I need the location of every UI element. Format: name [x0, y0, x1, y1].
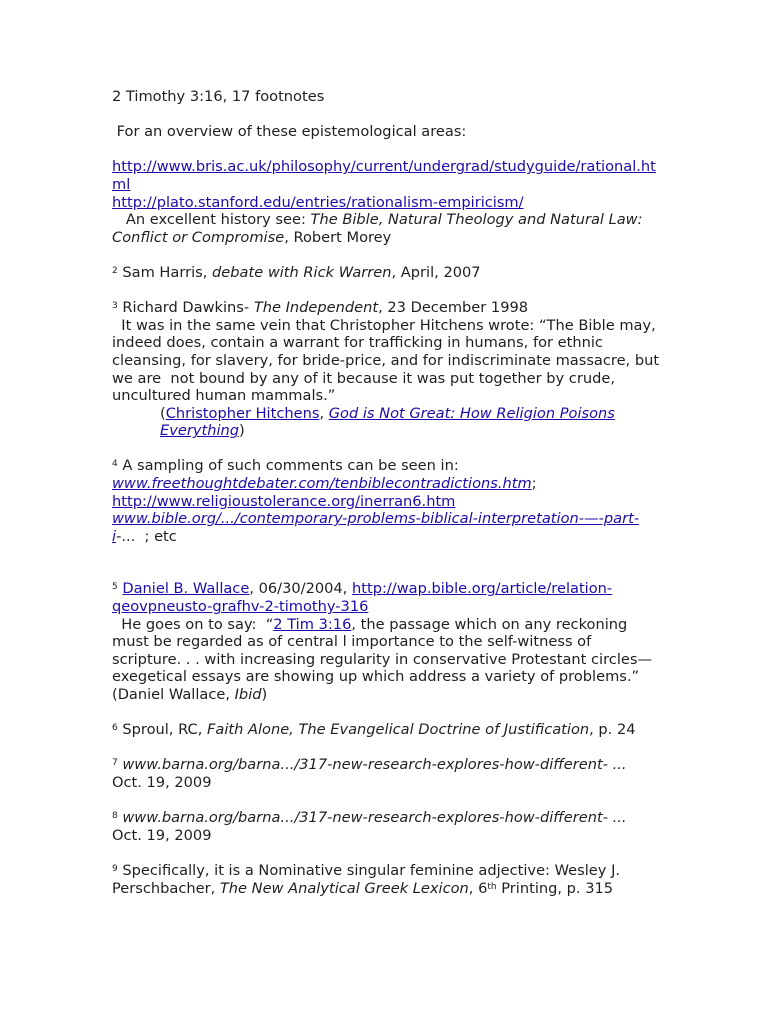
footnote-8: [112, 809, 662, 844]
fn3-open-paren: (: [160, 404, 166, 422]
fn5-date: , 06/30/2004,: [249, 580, 352, 598]
fn1-text-b: , Robert Morey: [284, 228, 392, 246]
fn7-italic: www.barna.org/barna.../317-new-research-explores-how-different- ...: [117, 756, 627, 774]
wallace-author-link[interactable]: Daniel B. Wallace: [122, 580, 250, 598]
fn2-text-b: , April, 2007: [391, 263, 481, 281]
fn2-italic: debate with Rick Warren: [212, 263, 392, 281]
fn1-book-title: The Bible, Natural Theology and Natural Law: Conflict or Compromise: [112, 211, 643, 246]
fn9-number: 9: [112, 863, 118, 874]
fn3-quote: It was in the same vein that Christopher Hitchens wrote: “The Bible may, indeed does, contain a warrant for trafficking in humans, for ethnic cleansing, for slavery, for bride-price, and for indiscriminate massacre, but we are not bound by any of it because it was put together by crude, uncultured human mammals.”: [112, 316, 664, 405]
fn2-text-a: Sam Harris,: [117, 263, 213, 281]
fn4-link1-text: www.freethoughtdebater.com/tenbiblecontradictions.htm: [112, 475, 532, 493]
fn8-date: Oct. 19, 2009: [112, 826, 212, 844]
fn9-ordinal-suffix: th: [487, 881, 497, 892]
footnote-4: [112, 457, 662, 545]
footnote-1: [112, 158, 662, 246]
page-title: 2 Timothy 3:16, 17 footnotes: [112, 88, 325, 105]
hitchens-author-link[interactable]: Christopher Hitchens: [165, 404, 320, 422]
fn7-date: Oct. 19, 2009: [112, 773, 212, 791]
fn1-text-a: An excellent history see:: [112, 211, 311, 229]
freethoughtdebater-link[interactable]: [112, 475, 532, 492]
fn5-text-c: ): [261, 686, 268, 703]
footnote-2: [112, 264, 662, 282]
fn6-number: 6: [112, 723, 118, 734]
fn8-number: 8: [112, 811, 118, 822]
fn7-number: 7: [112, 758, 118, 769]
bristol-studyguide-link[interactable]: http://www.bris.ac.uk/philosophy/current/undergrad/studyguide/rational.html: [112, 158, 656, 193]
fn9-text-a: Specifically, it is a Nominative singular feminine adjective: Wesley J. Perschbacher,: [112, 861, 621, 897]
fn3-text-b: , 23 December 1998: [378, 299, 529, 317]
bible-org-link[interactable]: [112, 510, 639, 545]
document-page: [112, 88, 662, 897]
fn6-text-a: Sproul, RC,: [117, 721, 207, 739]
fn9-italic: The New Analytical Greek Lexicon: [219, 879, 469, 897]
fn5-text-a: He goes on to say: “: [112, 615, 274, 633]
footnote-9: [112, 862, 662, 897]
2-tim-ref-link[interactable]: 2 Tim 3:16: [273, 615, 352, 633]
fn3-book-title: God is Not Great: How Religion Poisons Everything: [160, 404, 615, 440]
religioustolerance-link[interactable]: http://www.religioustolerance.org/inerran6.htm: [112, 492, 456, 510]
wap-bible-link[interactable]: http://wap.bible.org/article/relation-qeovpneusto-grafhv-2-timothy-316: [112, 580, 613, 616]
intro-line: For an overview of these epistemological areas:: [112, 123, 467, 141]
footnote-7: [112, 756, 662, 791]
fn3-text-a: Richard Dawkins-: [117, 299, 254, 317]
fn4-text: A sampling of such comments can be seen in:: [117, 457, 459, 475]
fn6-italic: Faith Alone, The Evangelical Doctrine of Justification: [206, 721, 590, 739]
footnote-3: [112, 299, 662, 440]
stanford-plato-link[interactable]: http://plato.stanford.edu/entries/rationalism-empiricism/: [112, 193, 524, 211]
fn3-close-paren: ): [239, 422, 245, 440]
fn3-comma: ,: [319, 404, 329, 422]
fn3-number: 3: [112, 301, 118, 312]
fn4-semicolon: ;: [531, 475, 537, 493]
fn3-italic: The Independent: [253, 299, 379, 317]
footnote-5: [112, 580, 662, 703]
fn9-text-b: , 6: [468, 879, 488, 897]
fn5-text-b: , the passage which on any reckoning must be regarded as of central l importance to the self-witness of scripture. . . with increasing regularity in conservative Protestant circles—exegetical essays are showing up which address a variety of problems.” (Daniel Wallace,: [112, 615, 653, 703]
fn2-number: 2: [112, 265, 118, 276]
fn5-number: 5: [112, 582, 118, 593]
fn6-text-b: , p. 24: [589, 721, 636, 739]
fn5-ibid: Ibid: [234, 686, 262, 703]
fn4-number: 4: [112, 459, 118, 470]
fn4-tail: -... ; etc: [116, 527, 177, 545]
footnote-6: [112, 721, 662, 739]
fn8-italic: www.barna.org/barna.../317-new-research-explores-how-different- ...: [117, 809, 627, 827]
fn9-text-c: Printing, p. 315: [496, 879, 614, 897]
fn4-link3-text: www.bible.org/.../contemporary-problems-biblical-interpretation-—-part-i: [112, 510, 640, 545]
